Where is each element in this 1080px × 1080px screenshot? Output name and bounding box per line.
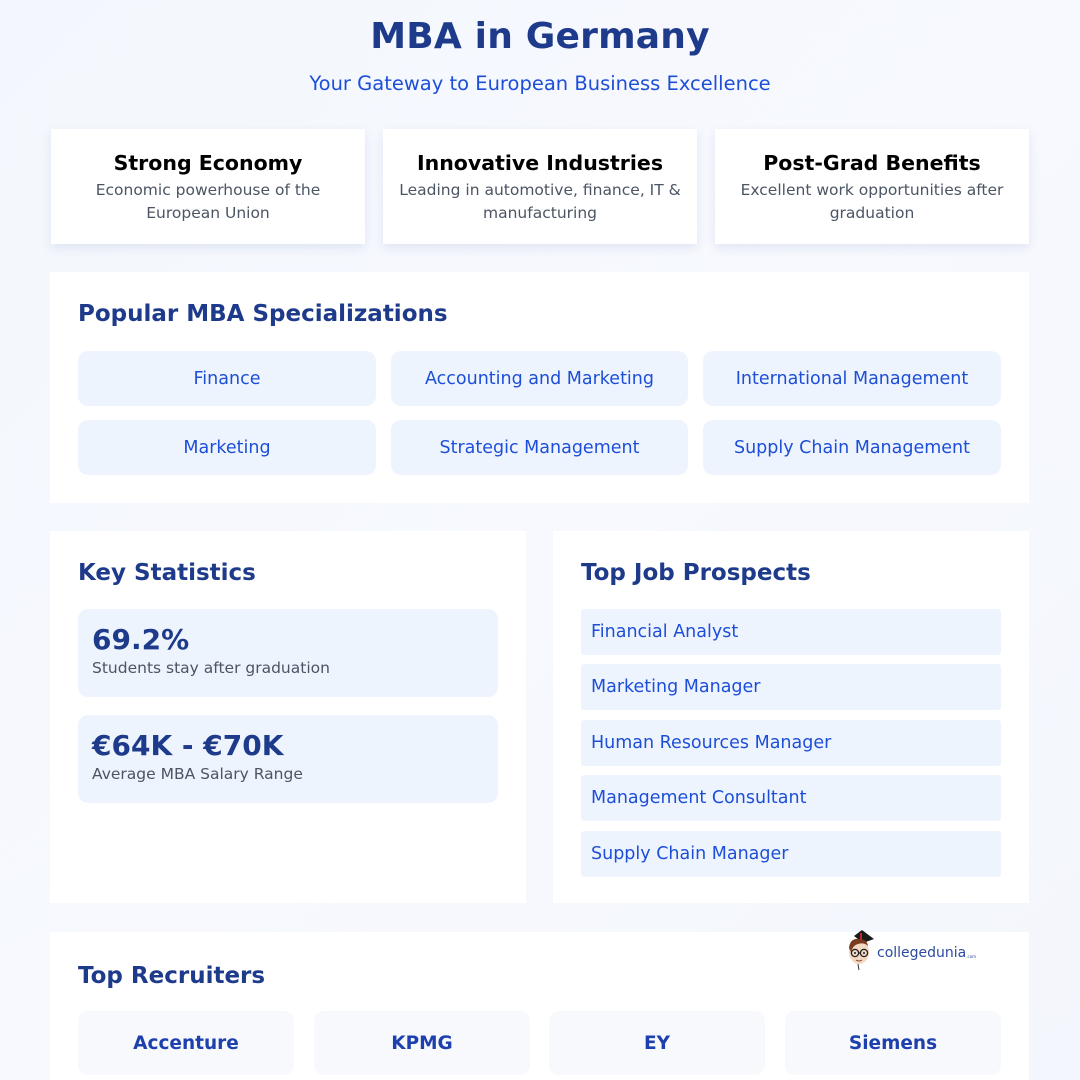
stat-salary-range: [78, 715, 498, 803]
recruiter-accenture[interactable]: Accenture: [78, 1011, 294, 1075]
feature-card-strong-economy: [51, 129, 365, 244]
job-item-marketing-manager[interactable]: Marketing Manager: [581, 664, 1001, 710]
job-prospects-title: Top Job Prospects: [581, 560, 811, 586]
specializations-panel: [50, 272, 1029, 503]
feature-title: Strong Economy: [113, 151, 303, 175]
recruiter-siemens[interactable]: Siemens: [785, 1011, 1001, 1075]
feature-description: Economic powerhouse of the European Union: [95, 181, 321, 222]
feature-title: Innovative Industries: [416, 151, 664, 175]
stat-label: Students stay after graduation: [92, 659, 330, 677]
job-item-management-consultant[interactable]: Management Consultant: [581, 775, 1001, 821]
recruiter-ey[interactable]: EY: [549, 1011, 765, 1075]
feature-description: Leading in automotive, finance, IT & manufacturing: [399, 181, 681, 222]
logo-text: collegedunia: [877, 945, 967, 961]
job-item-supply-chain-manager[interactable]: Supply Chain Manager: [581, 831, 1001, 877]
stat-value: 69.2%: [92, 623, 190, 656]
specialization-accounting-marketing[interactable]: Accounting and Marketing: [391, 351, 688, 406]
page-title: MBA in Germany: [370, 16, 710, 57]
student-mascot-icon: [846, 930, 876, 970]
recruiter-kpmg[interactable]: KPMG: [314, 1011, 530, 1075]
key-statistics-panel: [50, 531, 526, 903]
job-item-hr-manager[interactable]: Human Resources Manager: [581, 720, 1001, 766]
specialization-supply-chain-management[interactable]: Supply Chain Management: [703, 420, 1001, 475]
key-statistics-title: Key Statistics: [78, 560, 256, 586]
specialization-international-management[interactable]: International Management: [703, 351, 1001, 406]
specializations-title: Popular MBA Specializations: [78, 301, 448, 327]
job-prospects-panel: [553, 531, 1029, 903]
recruiters-title: Top Recruiters: [78, 963, 266, 989]
stat-label: Average MBA Salary Range: [92, 765, 303, 783]
specialization-strategic-management[interactable]: Strategic Management: [391, 420, 688, 475]
collegedunia-logo[interactable]: [846, 930, 976, 970]
specialization-finance[interactable]: Finance: [78, 351, 376, 406]
stat-students-stay: [78, 609, 498, 697]
stat-value: €64K - €70K: [92, 729, 284, 762]
logo-tld: .com: [966, 953, 977, 959]
feature-card-post-grad-benefits: [715, 129, 1029, 244]
job-item-financial-analyst[interactable]: Financial Analyst: [581, 609, 1001, 655]
page-subtitle: Your Gateway to European Business Excellence: [309, 72, 771, 95]
feature-card-innovative-industries: [383, 129, 697, 244]
feature-title: Post-Grad Benefits: [763, 151, 981, 175]
specialization-marketing[interactable]: Marketing: [78, 420, 376, 475]
feature-description: Excellent work opportunities after graduation: [740, 181, 1004, 222]
